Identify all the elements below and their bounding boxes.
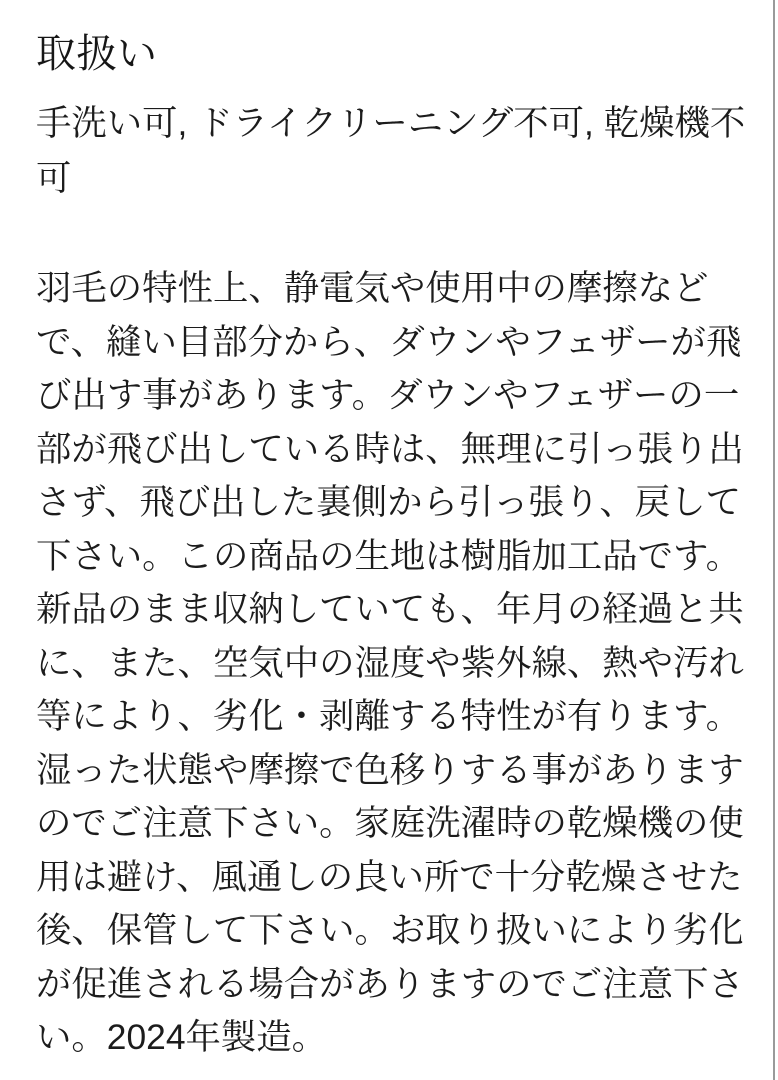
- care-section-title: 取扱い: [36, 32, 158, 76]
- care-description-text: 羽毛の特性上、静電気や使用中の摩擦などで、縫い目部分から、ダウンやフェザーが飛び出す事があります。ダウンやフェザーの一部が飛び出している時は、無理に引っ張り出さず、飛び出した裏側から引っ張り、戻して下さい。この商品の生地は樹脂加工品です。新品のまま収納していても、年月の経過と共に、また、空気中の湿度や紫外線、熱や汚れ等により、劣化・剥離する特性が有ります。湿った状態や摩擦で色移りする事がありますのでご注意下さい。家庭洗濯時の乾燥機の使用は避け、風通しの良い所で十分乾燥させた後、保管して下さい。お取り扱いにより劣化が促進される場合がありますのでご注意下さい。2024年製造。: [36, 268, 744, 1057]
- care-summary-text: 手洗い可, ドライクリーニング不可, 乾燥機不可: [36, 103, 746, 198]
- care-instructions-section: [36, 0, 748, 1065]
- vertical-divider: [773, 0, 775, 1080]
